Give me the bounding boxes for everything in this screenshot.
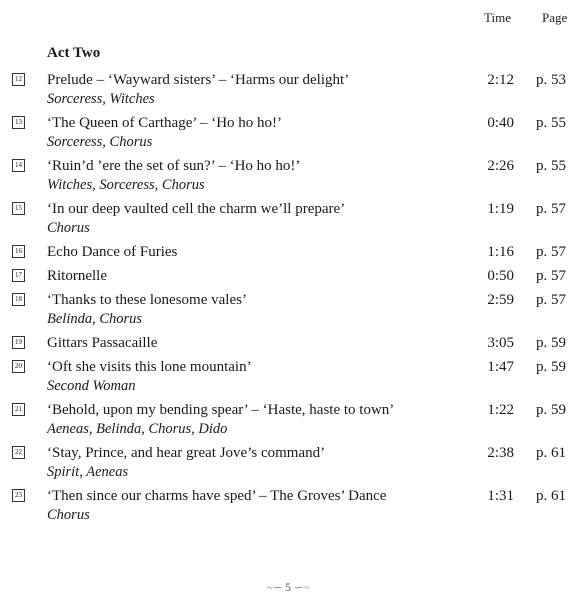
- track-duration: 0:50: [487, 268, 514, 284]
- track-duration: 1:31: [487, 488, 514, 504]
- track-title: ‘The Queen of Carthage’ – ‘Ho ho ho!’: [47, 115, 283, 131]
- track-title: ‘Stay, Prince, and hear great Jove’s command’: [47, 445, 326, 461]
- track-page: p. 57: [536, 201, 566, 217]
- track-number: 16: [12, 245, 25, 258]
- page-number: 5: [285, 580, 291, 594]
- track-performers: Second Woman: [47, 378, 136, 394]
- track-number: 21: [12, 403, 25, 416]
- track-duration: 2:26: [487, 158, 514, 174]
- track-duration: 2:59: [487, 292, 514, 308]
- track-page: p. 61: [536, 488, 566, 504]
- track-number: 20: [12, 360, 25, 373]
- track-title: ‘In our deep vaulted cell the charm we’ll prepare’: [47, 201, 346, 217]
- track-page: p. 53: [536, 72, 566, 88]
- track-performers: Witches, Sorceress, Chorus: [47, 177, 205, 193]
- track-title: ‘Ruin’d ’ere the set of sun?’ – ‘Ho ho ho!’: [47, 158, 301, 174]
- track-page: p. 59: [536, 335, 566, 351]
- track-page: p. 55: [536, 115, 566, 131]
- track-title: ‘Then since our charms have sped’ – The Groves’ Dance: [47, 488, 387, 504]
- track-page: p. 57: [536, 268, 566, 284]
- track-number: 17: [12, 269, 25, 282]
- page-footer: [0, 580, 576, 595]
- track-title: ‘Behold, upon my bending spear’ – ‘Haste, haste to town’: [47, 402, 395, 418]
- track-page: p. 55: [536, 158, 566, 174]
- track-number: 19: [12, 336, 25, 349]
- track-page: p. 57: [536, 244, 566, 260]
- track-number: 12: [12, 73, 25, 86]
- page-column-header: Page: [542, 10, 568, 25]
- track-duration: 3:05: [487, 335, 514, 351]
- track-number: 23: [12, 489, 25, 502]
- track-performers: Aeneas, Belinda, Chorus, Dido: [47, 421, 228, 437]
- track-duration: 1:19: [487, 201, 514, 217]
- track-title: Prelude – ‘Wayward sisters’ – ‘Harms our delight’: [47, 72, 350, 88]
- track-performers: Belinda, Chorus: [47, 311, 143, 327]
- track-duration: 1:22: [487, 402, 514, 418]
- track-duration: 2:38: [487, 445, 514, 461]
- track-duration: 1:16: [487, 244, 514, 260]
- track-performers: Spirit, Aeneas: [47, 464, 129, 480]
- left-ornament-icon: ~∽: [266, 582, 282, 594]
- track-duration: 2:12: [487, 72, 514, 88]
- track-page: p. 59: [536, 359, 566, 375]
- track-duration: 0:40: [487, 115, 514, 131]
- track-number: 22: [12, 446, 25, 459]
- track-number: 13: [12, 116, 25, 129]
- track-performers: Chorus: [47, 220, 90, 236]
- track-number: 14: [12, 159, 25, 172]
- track-performers: Chorus: [47, 507, 90, 523]
- track-performers: Sorceress, Chorus: [47, 134, 153, 150]
- track-title: ‘Oft she visits this lone mountain’: [47, 359, 252, 375]
- track-title: Gittars Passacaille: [47, 335, 158, 351]
- track-duration: 1:47: [487, 359, 514, 375]
- track-number: 18: [12, 293, 25, 306]
- track-title: ‘Thanks to these lonesome vales’: [47, 292, 247, 308]
- time-column-header: Time: [484, 10, 511, 25]
- right-ornament-icon: ∽~: [294, 582, 310, 594]
- track-page: p. 61: [536, 445, 566, 461]
- track-title: Ritornelle: [47, 268, 107, 284]
- section-heading: Act Two: [47, 45, 101, 61]
- track-page: p. 57: [536, 292, 566, 308]
- track-page: p. 59: [536, 402, 566, 418]
- track-number: 15: [12, 202, 25, 215]
- track-performers: Sorceress, Witches: [47, 91, 155, 107]
- track-title: Echo Dance of Furies: [47, 244, 178, 260]
